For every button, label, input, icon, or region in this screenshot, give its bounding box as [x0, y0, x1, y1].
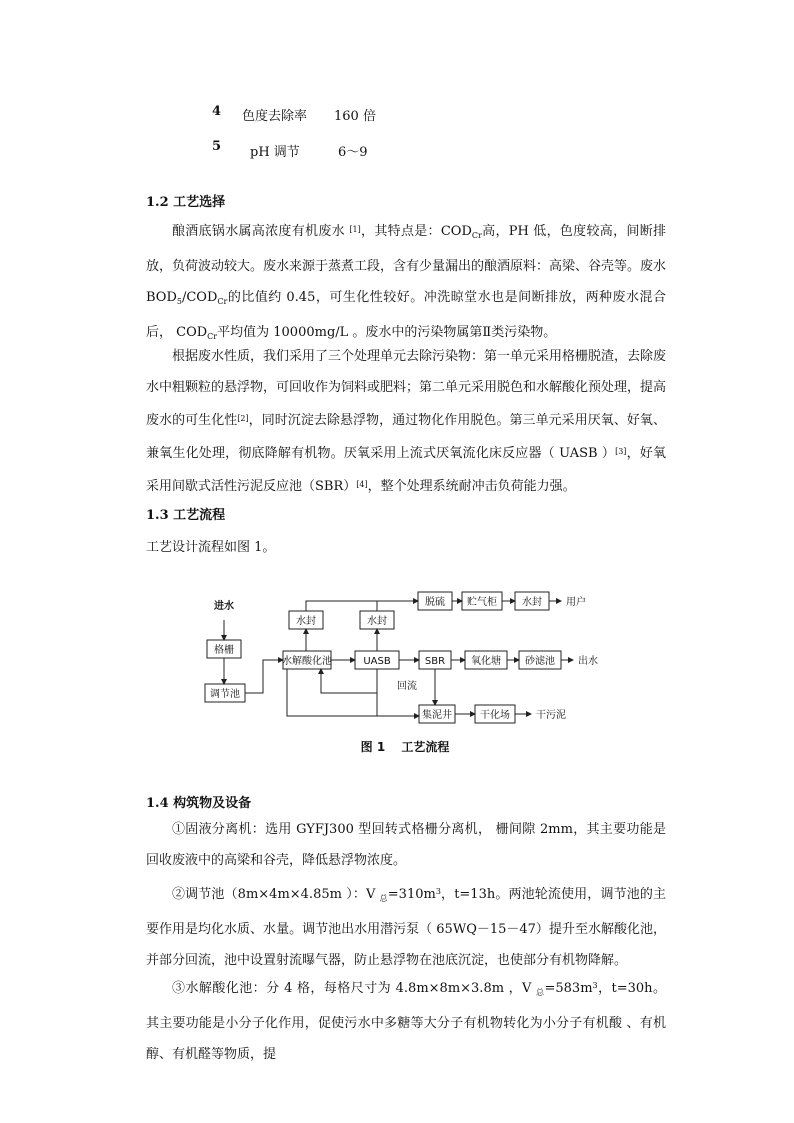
- label-sludge-well: 集泥井: [422, 710, 452, 721]
- paragraph-hydrolysis-tank: ③水解酸化池：分 4 格，每格尺寸为 4.8m×8m×3.8m ，V $_总=583m^3$，t=30h。其主要功能是小分子化作用，促使污水中多糖等大分子有机物转化为小分子有机酸 、有机醇、有机醛等物质，提: [146, 981, 666, 1062]
- label-outflow: 出水: [578, 656, 598, 667]
- label-desulfurization: 脱硫: [425, 597, 445, 608]
- section-heading-1-4: 1.4 构筑物及设备: [146, 796, 252, 811]
- row-number-5: 5: [212, 139, 222, 154]
- label-dry-sludge: 干污泥: [536, 710, 566, 721]
- label-reflux: 回流: [397, 681, 417, 692]
- label-water-seal-3: 水封: [522, 597, 542, 608]
- row-item-4: 色度去除率: [242, 109, 308, 124]
- label-sand-filter: 砂滤池: [525, 656, 555, 667]
- paragraph-characteristics: 酿酒底锅水属高浓度有机废水 [1]，其特点是：$COD_{Cr}$高，PH 低，色度较高，间断排放，负荷波动较大。废水来源于蒸煮工段，含有少量漏出的酿酒原料：高梁、谷壳等。废水 $BOD_5/COD_{Cr}$的比值约 0.45，可生化性较好。冲洗晾堂水也是间断排放，两种废水混合后， $COD_{Cr}$平均值为 10000mg/L 。废水中的污染物属第Ⅱ类污染物。: [146, 224, 667, 341]
- row-value-4: 160 倍: [334, 109, 376, 124]
- label-regulating-tank: 调节池: [210, 689, 240, 700]
- label-sbr: SBR: [424, 656, 446, 667]
- paragraph-treatment-units: 根据废水性质，我们采用了三个处理单元去除污染物：第一单元采用格栅脱渣，去除废水中粗颗粒的悬浮物，可回收作为饲料或肥料；第二单元采用脱色和水解酸化预处理，提高废水的可生化性[2]，同时沉淀去除悬浮物，通过物化作用脱色。第三单元采用厌氧、好氧、兼氧生化处理，彻底降解有机物。厌氧采用上流式厌氧流化床反应器（ UASB ）[3]，好氧采用间歇式活性污泥反应池（SBR）[4]，整个处理系统耐冲击负荷能力强。: [146, 349, 667, 494]
- label-water-seal-2: 水封: [367, 616, 387, 627]
- label-uasb: UASB: [363, 656, 391, 667]
- paragraph-regulating-tank: ②调节池（8m×4m×4.85m ）：V $_总=310m^3$，t=13h。两池轮流使用，调节池的主要作用是均化水质、水量。调节池出水用潜污泵（ 65WQ－15－47）提升至水解酸化池，并部分回流，池中设置射流曝气器，防止悬浮物在池底沉淀，也使部分有机物降解。: [146, 887, 666, 968]
- paragraph-solid-liquid-separator: ①固液分离机：选用 GYFJ300 型回转式格栅分离机， 栅间隙 2mm，其主要功能是回收废液中的高梁和谷壳，降低悬浮物浓度。: [146, 822, 666, 868]
- row-value-5: 6～9: [338, 145, 368, 160]
- row-item-5: pH 调节: [250, 145, 300, 160]
- section-heading-1-2: 1.2 工艺选择: [146, 195, 226, 210]
- label-drying-bed: 干化场: [480, 710, 510, 721]
- label-screen: 格栅: [214, 645, 234, 656]
- section-heading-1-3: 1.3 工艺流程: [146, 508, 226, 523]
- figure-reference-text: 工艺设计流程如图 1。: [146, 540, 276, 555]
- label-user: 用户: [566, 597, 586, 608]
- process-flow-diagram: [195, 585, 615, 760]
- figure-caption: 图 1 工艺流程: [360, 740, 450, 754]
- label-hydrolysis-tank: 水解酸化池: [282, 656, 332, 667]
- label-inflow: 进水: [214, 601, 234, 612]
- row-number-4: 4: [212, 104, 222, 119]
- label-gas-holder: 贮气柜: [467, 597, 497, 608]
- label-oxidation-pond: 氧化塘: [471, 656, 501, 667]
- label-water-seal-1: 水封: [296, 616, 316, 627]
